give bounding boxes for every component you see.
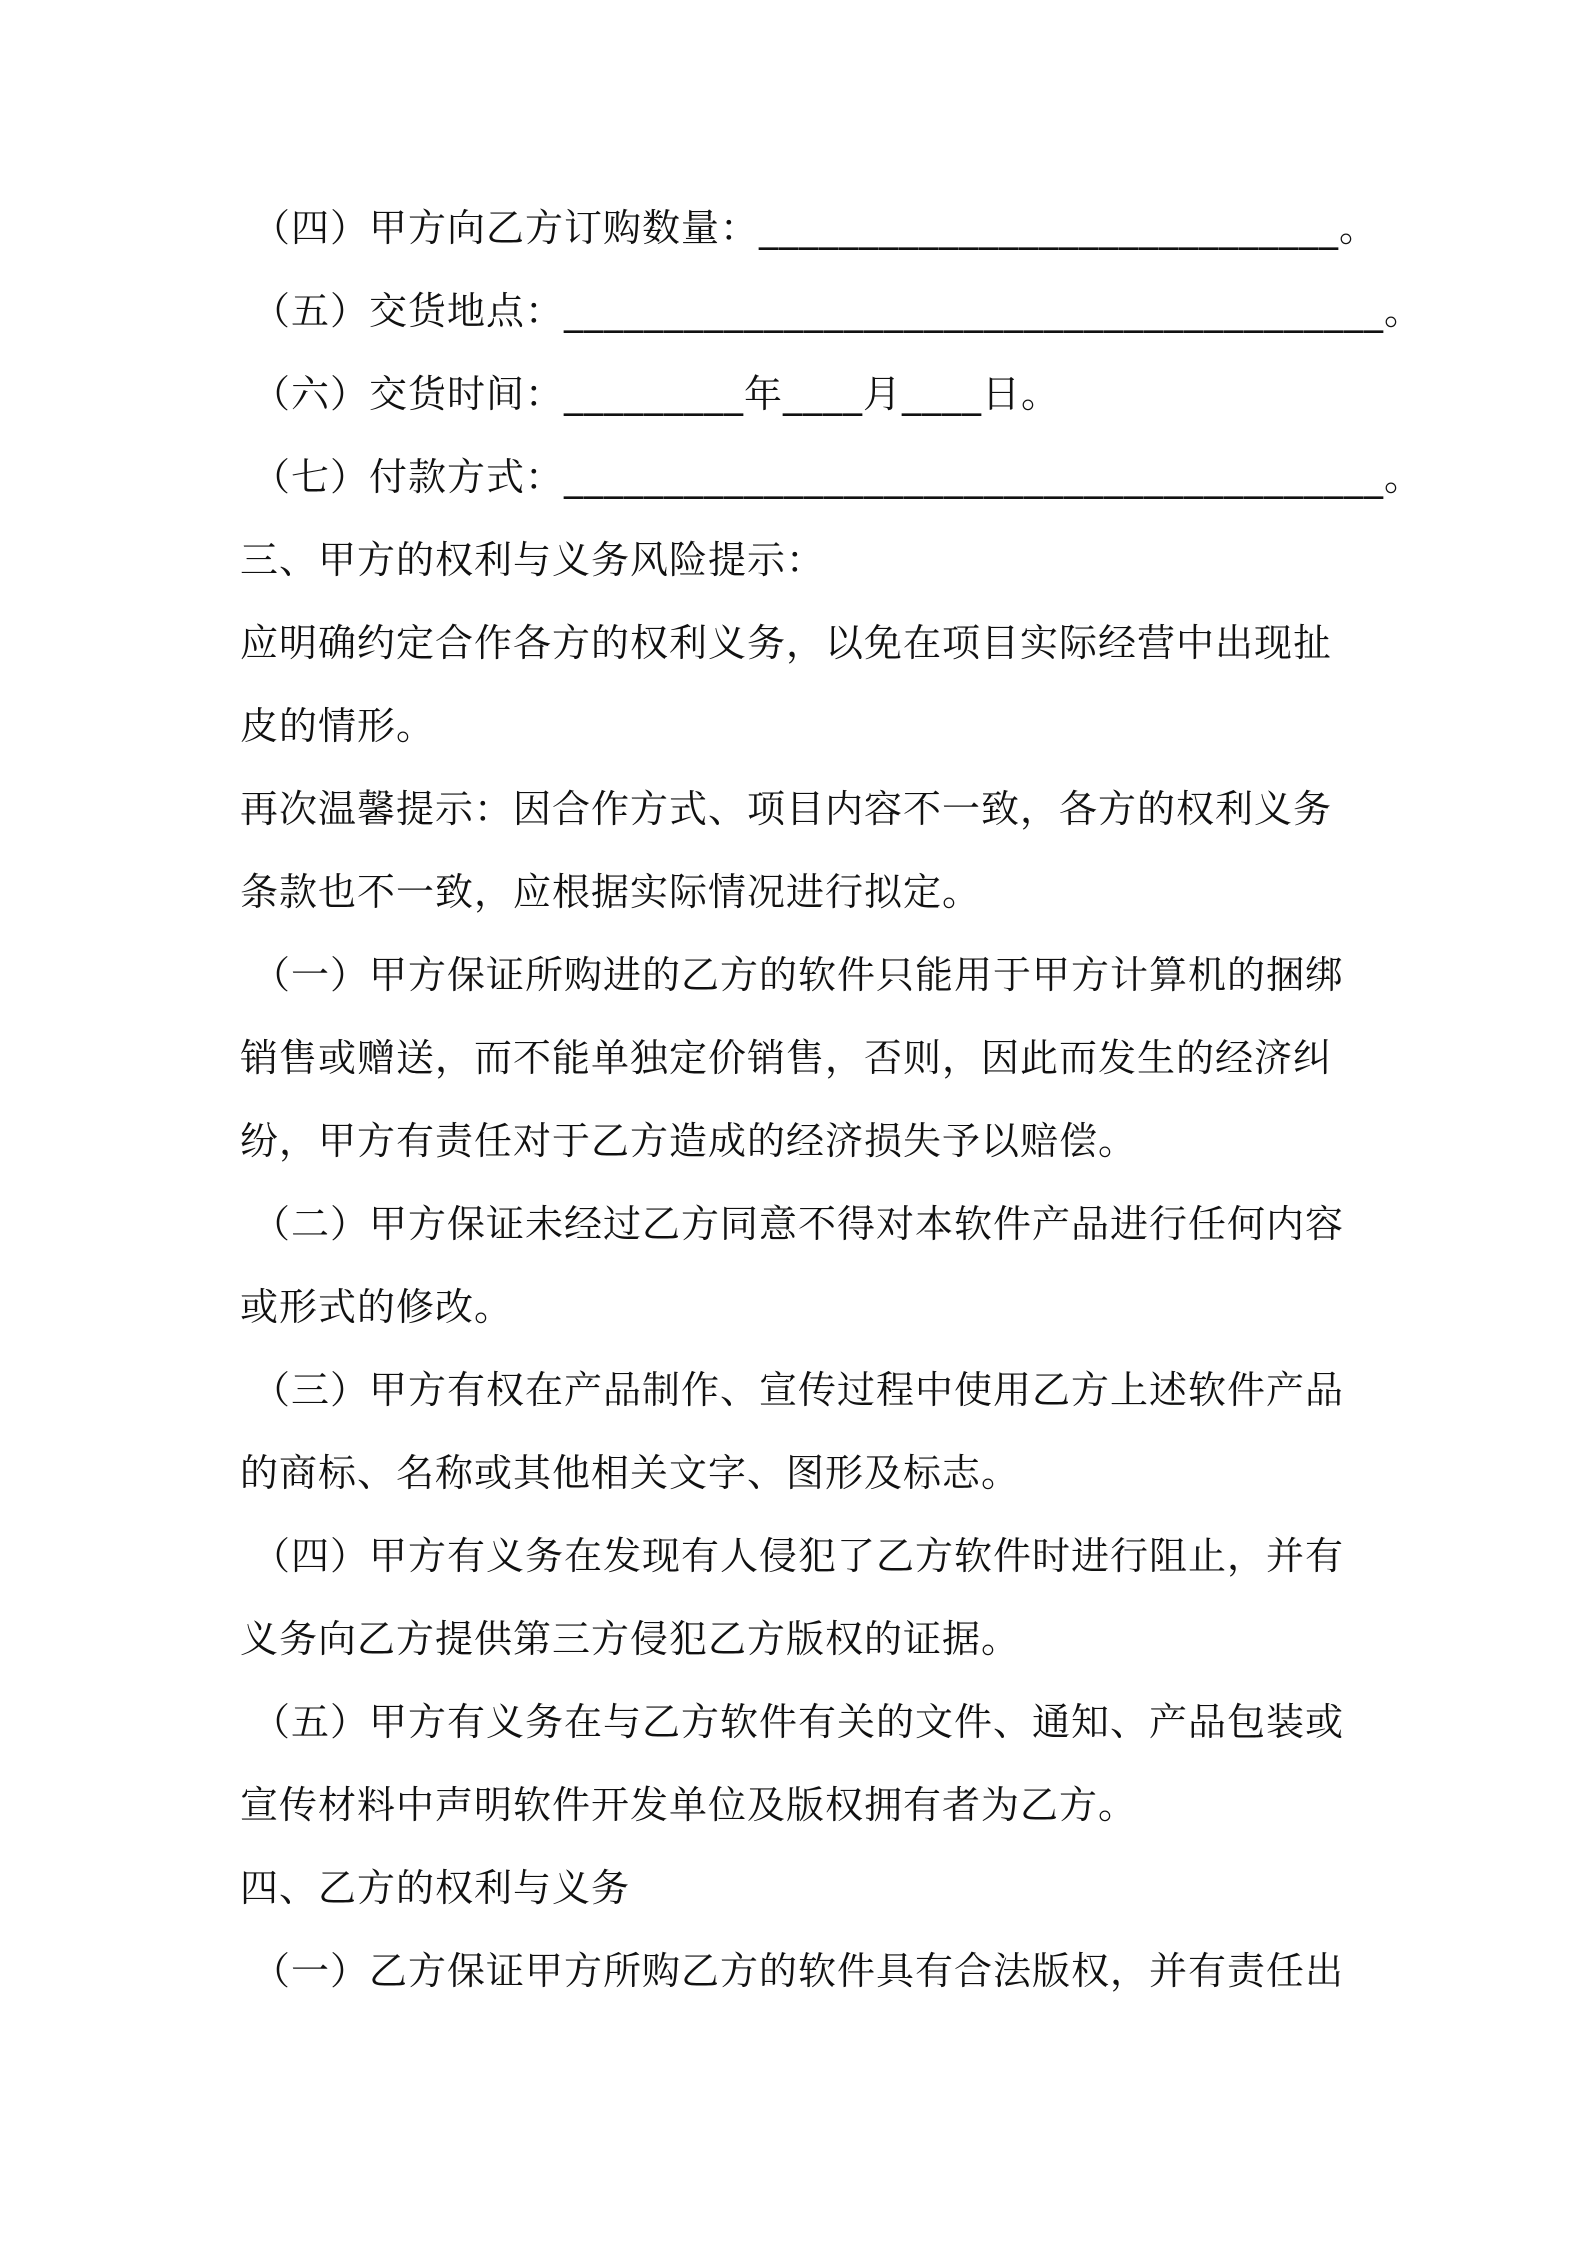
paragraph-line: 应明确约定合作各方的权利义务，以免在项目实际经营中出现扯 bbox=[240, 621, 1333, 665]
paragraph-line: （二）甲方保证未经过乙方同意不得对本软件产品进行任何内容 bbox=[252, 1202, 1345, 1246]
paragraph-line: （四）甲方有义务在发现有人侵犯了乙方软件时进行阻止，并有 bbox=[252, 1534, 1345, 1578]
clause-6-delivery-time: （六）交货时间：_________年____月____日。 bbox=[252, 372, 1061, 416]
paragraph-line: 的商标、名称或其他相关文字、图形及标志。 bbox=[240, 1451, 1021, 1495]
paragraph-line: 条款也不一致，应根据实际情况进行拟定。 bbox=[240, 870, 982, 914]
clause-4-order-quantity: （四）甲方向乙方订购数量：_____________________________。 bbox=[252, 206, 1379, 250]
paragraph-line: （一）甲方保证所购进的乙方的软件只能用于甲方计算机的捆绑 bbox=[252, 953, 1345, 997]
clause-5-delivery-place: （五）交货地点：_________________________________________。 bbox=[252, 289, 1424, 333]
section-4-heading: 四、乙方的权利与义务 bbox=[240, 1866, 631, 1910]
paragraph-line: 或形式的修改。 bbox=[240, 1285, 514, 1329]
paragraph-line: （三）甲方有权在产品制作、宣传过程中使用乙方上述软件产品 bbox=[252, 1368, 1345, 1412]
paragraph-line: 再次温馨提示：因合作方式、项目内容不一致，各方的权利义务 bbox=[240, 787, 1333, 831]
paragraph-line: 纷，甲方有责任对于乙方造成的经济损失予以赔偿。 bbox=[240, 1119, 1138, 1163]
section-3-heading: 三、甲方的权利与义务风险提示： bbox=[240, 538, 826, 582]
paragraph-line: 义务向乙方提供第三方侵犯乙方版权的证据。 bbox=[240, 1617, 1021, 1661]
paragraph-line: （五）甲方有义务在与乙方软件有关的文件、通知、产品包装或 bbox=[252, 1700, 1345, 1744]
paragraph-line: 宣传材料中声明软件开发单位及版权拥有者为乙方。 bbox=[240, 1783, 1138, 1827]
clause-7-payment-method: （七）付款方式：_________________________________________。 bbox=[252, 455, 1424, 499]
paragraph-line: （一）乙方保证甲方所购乙方的软件具有合法版权，并有责任出 bbox=[252, 1949, 1345, 1993]
paragraph-line: 销售或赠送，而不能单独定价销售，否则，因此而发生的经济纠 bbox=[240, 1036, 1333, 1080]
paragraph-line: 皮的情形。 bbox=[240, 704, 436, 748]
